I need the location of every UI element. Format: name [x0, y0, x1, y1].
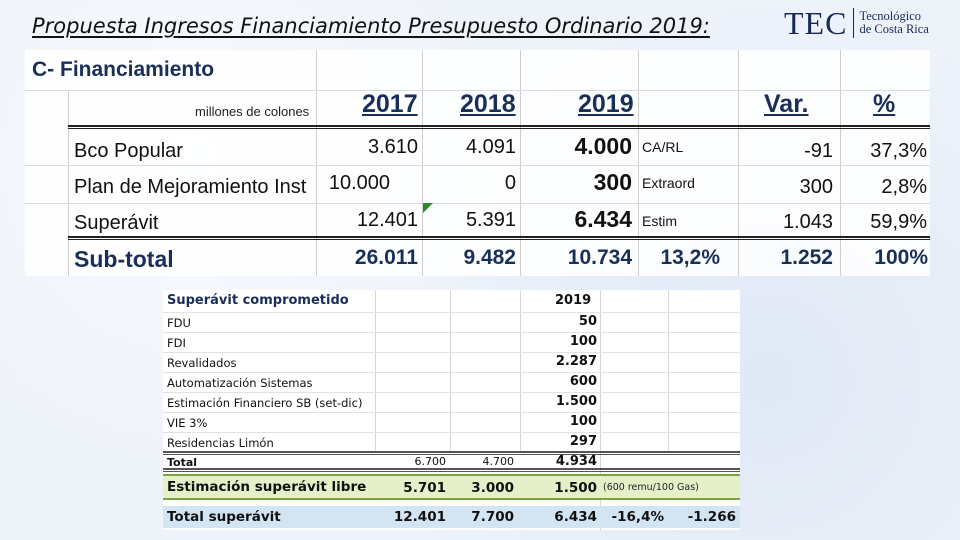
total-superavit-c5: -1.266	[687, 509, 736, 525]
row-value: 1.500	[555, 394, 597, 409]
row-label-bco-popular: Bco Popular	[74, 140, 183, 162]
subtotal-rule	[68, 236, 930, 240]
row-label-fdi: FDI	[167, 336, 186, 350]
header-rule	[68, 125, 930, 129]
total-superavit-c4: -16,4%	[611, 509, 664, 525]
logo-text	[859, 10, 928, 36]
logo-line2: de Costa Rica	[859, 22, 929, 36]
total-c2: 4.700	[482, 455, 514, 468]
cell-note: CA/RL	[642, 139, 684, 155]
grid-line	[25, 165, 930, 166]
header-2018: 2018	[460, 90, 516, 118]
cell-2018: 4.091	[465, 136, 516, 158]
section-title: C- Financiamiento	[32, 58, 215, 81]
subtotal-label: Sub-total	[74, 246, 174, 272]
row-value: 600	[569, 374, 597, 389]
tec-logo	[784, 6, 929, 40]
header-var: Var.	[764, 90, 809, 118]
cell-note: Estim	[642, 213, 677, 229]
total-c3: 4.934	[555, 454, 597, 469]
cell-2018: 0	[504, 172, 516, 194]
grid-line	[738, 50, 739, 276]
row-label-residencias: Residencias Limón	[167, 436, 274, 450]
cell-2019: 6.434	[574, 206, 632, 232]
grid-line	[163, 332, 740, 333]
row-value: 100	[569, 414, 597, 429]
cell-pct: 2,8%	[881, 176, 927, 198]
cell-2017: 3.610	[367, 136, 418, 158]
cell-2019: 4.000	[574, 133, 632, 159]
row-value: 50	[578, 314, 597, 329]
row-label-revalidados: Revalidados	[167, 356, 237, 370]
total-superavit-c2: 7.700	[471, 509, 514, 525]
cell-2017: 12.401	[356, 209, 418, 231]
grid-line	[163, 392, 740, 393]
total-superavit-c1: 12.401	[393, 509, 446, 525]
cell-pct: 37,3%	[870, 140, 927, 162]
financing-table	[25, 50, 930, 276]
row-value: 297	[569, 434, 597, 449]
cell-2017: 10.000	[328, 172, 390, 194]
row-label-superavit: Superávit	[74, 212, 159, 234]
year-header: 2019	[555, 293, 592, 308]
estimation-c3: 1.500	[554, 480, 597, 496]
grid-line	[840, 50, 841, 276]
row-label-plan: Plan de Mejoramiento Inst	[74, 176, 307, 198]
row-label-vie: VIE 3%	[167, 416, 208, 430]
grid-line	[422, 50, 423, 276]
subtotal-2017: 26.011	[354, 246, 418, 269]
estimation-c1: 5.701	[403, 480, 446, 496]
header-2017: 2017	[362, 90, 418, 118]
grid-line	[163, 352, 740, 353]
header-pct: %	[873, 90, 896, 118]
row-label-automatizacion: Automatización Sistemas	[167, 376, 313, 390]
estimation-note: (600 remu/100 Gas)	[603, 482, 699, 493]
logo-mark: TEC	[784, 5, 848, 41]
total-superavit-c3: 6.434	[554, 509, 597, 525]
grid-line	[25, 203, 930, 204]
logo-divider	[853, 8, 854, 38]
logo-line1: Tecnológico	[859, 9, 922, 23]
cell-var: -91	[804, 140, 833, 162]
row-label-fdu: FDU	[167, 316, 191, 330]
page-title: Propuesta Ingresos Financiamiento Presupuesto Ordinario 2019:	[32, 14, 710, 38]
total-superavit-label: Total superávit	[167, 509, 281, 525]
total-c1: 6.700	[414, 455, 446, 468]
grid-line	[520, 50, 521, 276]
total-bottom-rule	[163, 468, 740, 472]
row-value: 2.287	[555, 354, 597, 369]
superavit-header: Superávit comprometido	[167, 293, 349, 308]
subtotal-pct: 100%	[874, 246, 928, 269]
grid-line	[163, 372, 740, 373]
row-label-estimacion-financiero: Estimación Financiero SB (set-dic)	[167, 396, 363, 410]
grid-line	[163, 312, 740, 313]
subtotal-var: 1.252	[780, 246, 833, 269]
subtotal-growth: 13,2%	[660, 246, 720, 269]
header-2019: 2019	[578, 90, 634, 118]
grid-line	[638, 50, 639, 276]
cell-2018: 5.391	[465, 209, 516, 231]
grid-line	[163, 432, 740, 433]
unit-label: millones de colones	[195, 104, 310, 119]
total-label: Total	[167, 456, 198, 469]
cell-note: Extraord	[642, 175, 695, 191]
subtotal-2018: 9.482	[463, 246, 516, 269]
estimation-label: Estimación superávit libre	[167, 479, 367, 495]
grid-line	[68, 90, 69, 276]
subtotal-2019: 10.734	[567, 246, 632, 269]
cell-var: 300	[799, 176, 833, 198]
grid-line	[316, 50, 317, 276]
cell-pct: 59,9%	[870, 211, 927, 233]
cell-2019: 300	[593, 169, 632, 195]
cell-var: 1.043	[782, 211, 833, 233]
row-value: 100	[569, 334, 597, 349]
estimation-c2: 3.000	[471, 480, 514, 496]
grid-line	[163, 412, 740, 413]
